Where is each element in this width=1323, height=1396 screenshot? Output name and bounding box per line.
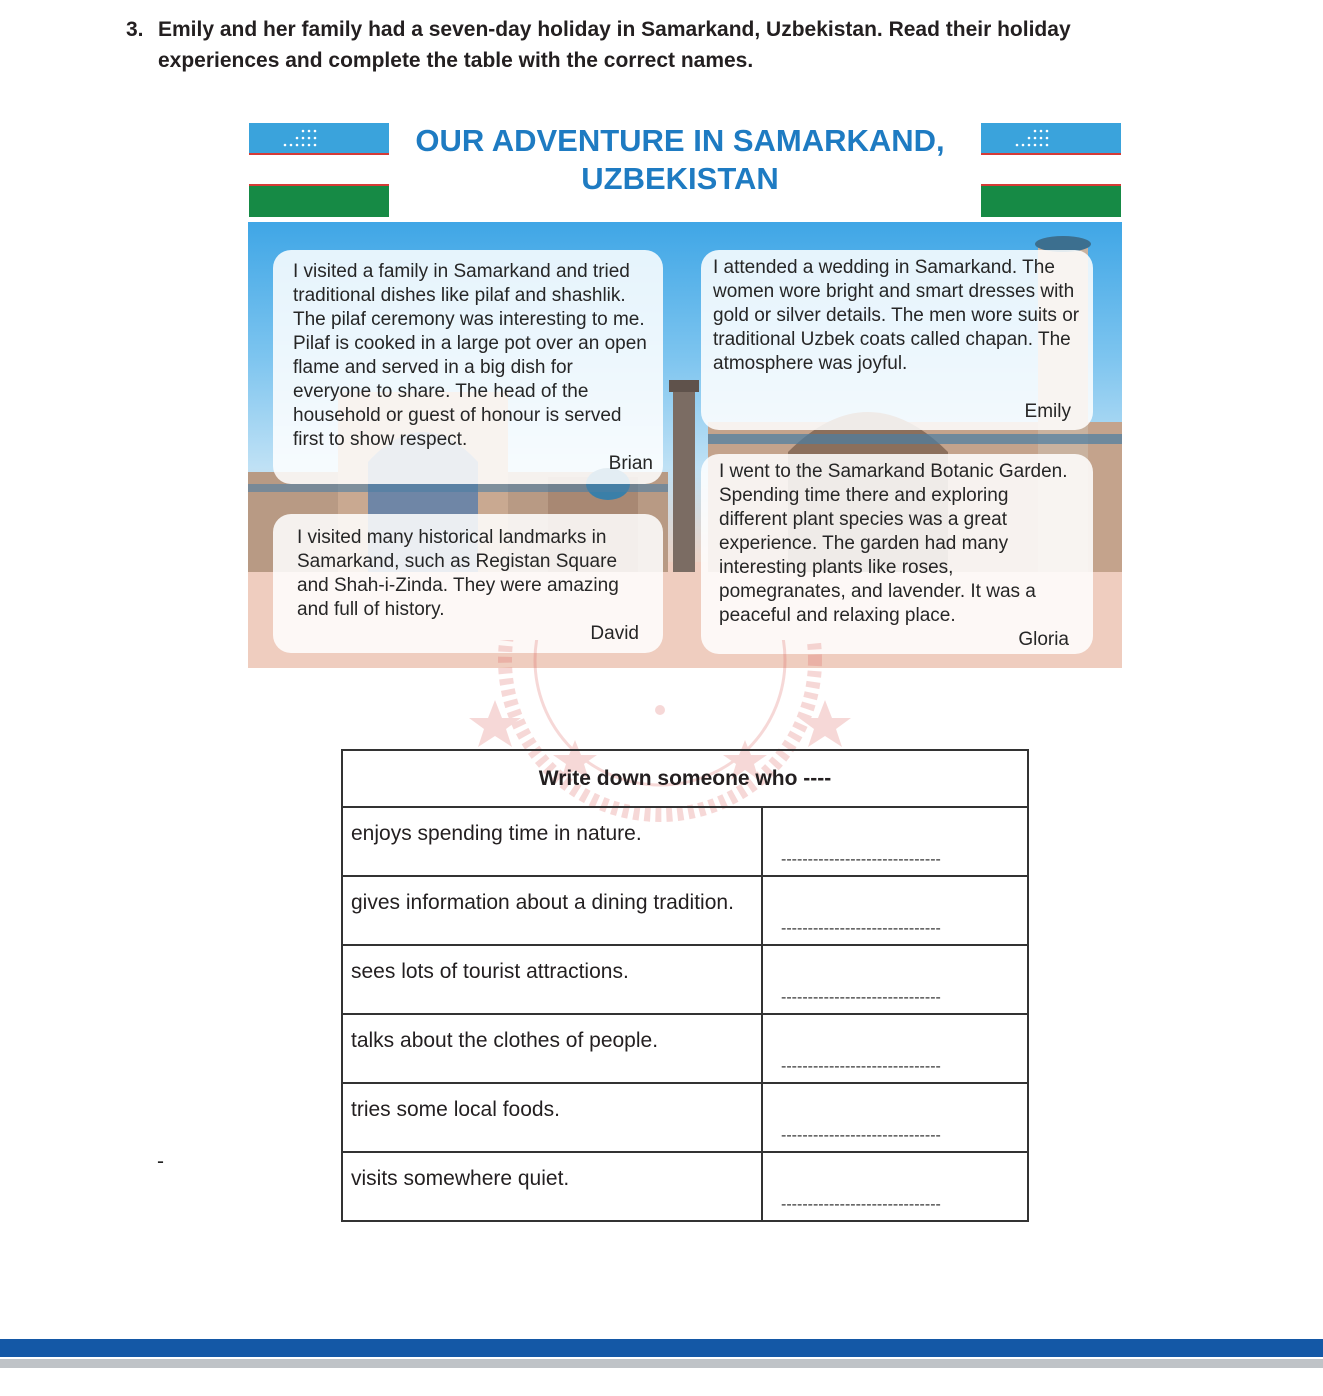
card-emily (701, 250, 1093, 430)
table-row (342, 876, 1028, 945)
answer-blank[interactable]: ------------------------------ (762, 876, 1028, 945)
card-emily-text: I attended a wedding in Samarkand. The women wore bright and smart dresses with gold or silver details. The men wore suits or traditional Uzbek coats called chapan. The atmosphere was joyful. (713, 257, 1080, 374)
row-prompt: sees lots of tourist attractions. (342, 945, 762, 1014)
answer-blank[interactable]: ------------------------------ (762, 1083, 1028, 1152)
row-prompt: tries some local foods. (342, 1083, 762, 1152)
title-line-2: UZBEKISTAN (581, 161, 779, 196)
uzbekistan-flag-right (981, 123, 1121, 217)
question-number: 3. (126, 18, 144, 41)
card-david (273, 514, 663, 653)
card-emily-name: Emily (1024, 401, 1071, 422)
card-david-name: David (590, 623, 639, 644)
uzbekistan-flag-left (249, 123, 389, 217)
card-gloria-text: I went to the Samarkand Botanic Garden. Spending time there and exploring different plant species was a great experience. The garden had many interesting plants like roses, pomegranates, and lavender. It was a peaceful and relaxing place. (719, 461, 1068, 626)
answer-blank[interactable]: ------------------------------ (762, 1014, 1028, 1083)
answer-blank[interactable]: ------------------------------ (762, 945, 1028, 1014)
table-row (342, 1083, 1028, 1152)
row-prompt: gives information about a dining tradition. (342, 876, 762, 945)
question-text: Emily and her family had a seven-day holiday in Samarkand, Uzbekistan. Read their holiday experiences and complete the table with the correct names. (158, 18, 1071, 72)
samarkand-photo-banner (248, 222, 1122, 668)
card-brian-text: I visited a family in Samarkand and tried traditional dishes like pilaf and shashlik. The pilaf ceremony was interesting to me. Pilaf is cooked in a large pot over an open flame and served in a big dish for everyone to share. The head of the household or guest of honour is served first to show respect. (293, 261, 647, 450)
row-prompt: enjoys spending time in nature. (342, 807, 762, 876)
stray-dash: - (157, 1150, 164, 1173)
table-row (342, 945, 1028, 1014)
footer-gray-bar (0, 1359, 1323, 1368)
row-prompt: visits somewhere quiet. (342, 1152, 762, 1221)
footer-blue-bar (0, 1339, 1323, 1357)
card-david-text: I visited many historical landmarks in Samarkand, such as Registan Square and Shah-i-Zinda. They were amazing and full of history. (297, 527, 619, 620)
table-row (342, 1152, 1028, 1221)
crescent-stars-icon (991, 125, 1061, 153)
card-gloria (701, 454, 1093, 654)
table-header: Write down someone who ---- (342, 750, 1028, 807)
card-gloria-name: Gloria (1018, 629, 1069, 650)
answer-blank[interactable]: ------------------------------ (762, 807, 1028, 876)
card-brian (273, 250, 663, 484)
card-brian-name: Brian (608, 453, 653, 474)
answer-table (341, 749, 1029, 1222)
crescent-stars-icon (259, 125, 329, 153)
table-row (342, 1014, 1028, 1083)
answer-blank[interactable]: ------------------------------ (762, 1152, 1028, 1221)
article-title (400, 122, 960, 198)
row-prompt: talks about the clothes of people. (342, 1014, 762, 1083)
title-line-1: OUR ADVENTURE IN SAMARKAND, (415, 123, 945, 158)
table-header-row (342, 750, 1028, 807)
table-row (342, 807, 1028, 876)
